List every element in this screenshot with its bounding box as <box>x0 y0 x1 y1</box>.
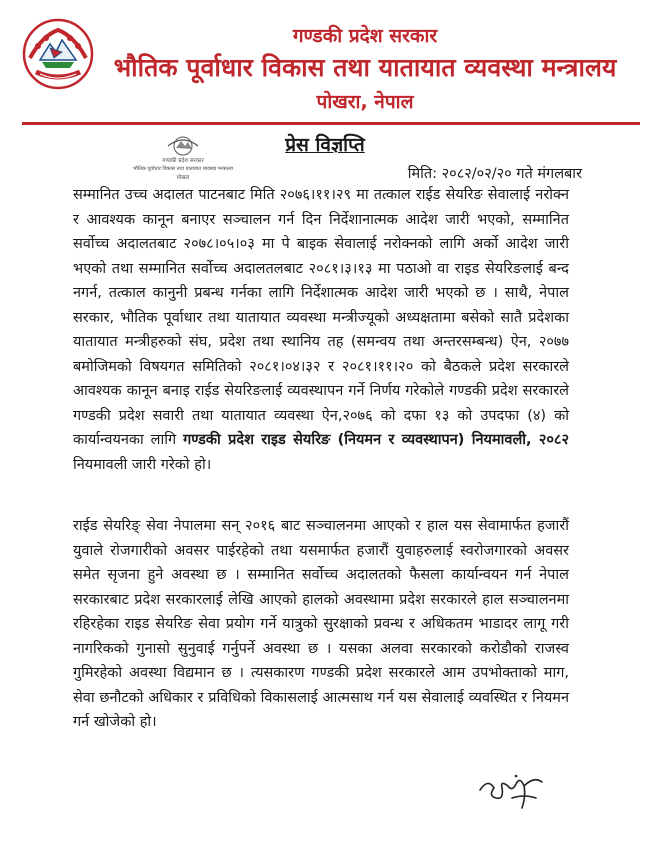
header-ministry-name: भौतिक पूर्वाधार विकास तथा यातायात व्यवस्था मन्त्रालय <box>113 53 617 82</box>
document-title: प्रेस विज्ञप्ति <box>285 134 365 156</box>
stamp-text-top: गण्डकी प्रदेश सरकार <box>162 158 204 164</box>
paragraph-1-regulation-name: गण्डकी प्रदेश राइड सेयरिङ (नियमन र व्यवस्थापन) नियमावली, २०८२ <box>183 432 570 448</box>
header-location: पोखरा, नेपाल <box>316 91 414 113</box>
document-date: मिति: २०८२/०२/२० गते मंगलबार <box>407 166 582 182</box>
paragraph-2: राईड सेयरिङ् सेवा नेपालमा सन् २०१६ बाट सञ्चालनमा आएको र हाल यस सेवामार्फत हजारौं युवाले रोजगारीको अवसर पाईरहेको तथा यसमार्फत हजारौं युवाहरुलाई स्वरोजगारको अवसर समेत सृजना हुने अवस्था छ । सम्मानित सर्वोच्च अदालतको फैसला कार्यान्वयन गर्न नेपाल सरकारबाट प्रदेश सरकारलाई लेखि आएको हालको अवस्थामा प्रदेश सरकारले हाल सञ्चालनमा रहिरहेका राइड सेयरिङ सेवा प्रयोग गर्ने यात्रुको सुरक्षाको प्रवन्ध र अधिकतम भाडादर लागू गरी नागरिकको गुनासो सुनुवाई गर्नुपर्ने अवस्था छ । यसका अलवा सरकारको करोडौको राजस्व गुमिरहेको अवस्था विद्यमान छ । त्यसकारण गण्डकी प्रदेश सरकारले आम उपभोक्ताको माग, सेवा छनौटको अधिकार र प्रविधिको विकासलाई आत्मसाथ गर्न यस सेवालाई व्यवस्थित र नियमन गर्न खोजेको हो। <box>73 518 569 730</box>
paragraph-1-text: सम्मानित उच्च अदालत पाटनबाट मिति २०७६।११।२९ मा तत्काल राईड सेयरिङ सेवालाई नरोक्न र आवश्यक कानून बनाएर सञ्चालन गर्न दिन निर्देशानात्मक आदेश जारी भएको, सम्मानित सर्वोच्च अदालतबाट २०७८।०५।०३ मा पे बाइक सेवालाई नरोक्नको लागि अर्को आदेश जारी भएको तथा सम्मानित सर्वोच्च अदालतलबाट २०८१।३।१३ मा पठाओ वा राइड सेयरिङलाई बन्द नगर्न, तत्काल कानुनी प्रबन्ध गर्नका लागि निर्देशात्मक आदेश जारी भएको छ । साथै, नेपाल सरकार, भौतिक पूर्वाधार तथा यातायात व्यवस्था मन्त्रीज्यूको अध्यक्षतामा बसेको सातै प्रदेशका यातायात मन्त्रीहरुको संघ, प्रदेश तथा स्थानिय तह (समन्वय तथा अन्तरसम्बन्ध) ऐन, २०७७ बमोजिमको विषयगत समितिको २०८१।०४।३२ र २०८१।११।२० को बैठकले प्रदेश सरकारले आवश्यक कानून बनाइ राईड सेयरिङलाई व्यवस्थापन गर्ने निर्णय गरेकोले गण्डकी प्रदेश सरकारले गण्डकी प्रदेश सवारी तथा यातायात व्यवस्था ऐन,२०७६ को दफा १३ को उपदफा (४) को कार्यान्वयनका लागि <box>73 187 569 448</box>
stamp-text-middle: भौतिक पूर्वाधार विकास तथा यातायात व्यवस्था मन्त्रालय <box>133 166 233 172</box>
signature <box>474 768 548 816</box>
paragraph-1-text-end: नियमावली जारी गरेको हो। <box>73 456 212 473</box>
header-divider <box>22 122 640 125</box>
stamp-text-bottom: पोखरा <box>176 175 190 181</box>
header-government-name: गण्डकी प्रदेश सरकार <box>292 25 438 47</box>
nepal-emblem-icon <box>22 18 94 90</box>
paragraph-1 <box>73 183 569 477</box>
